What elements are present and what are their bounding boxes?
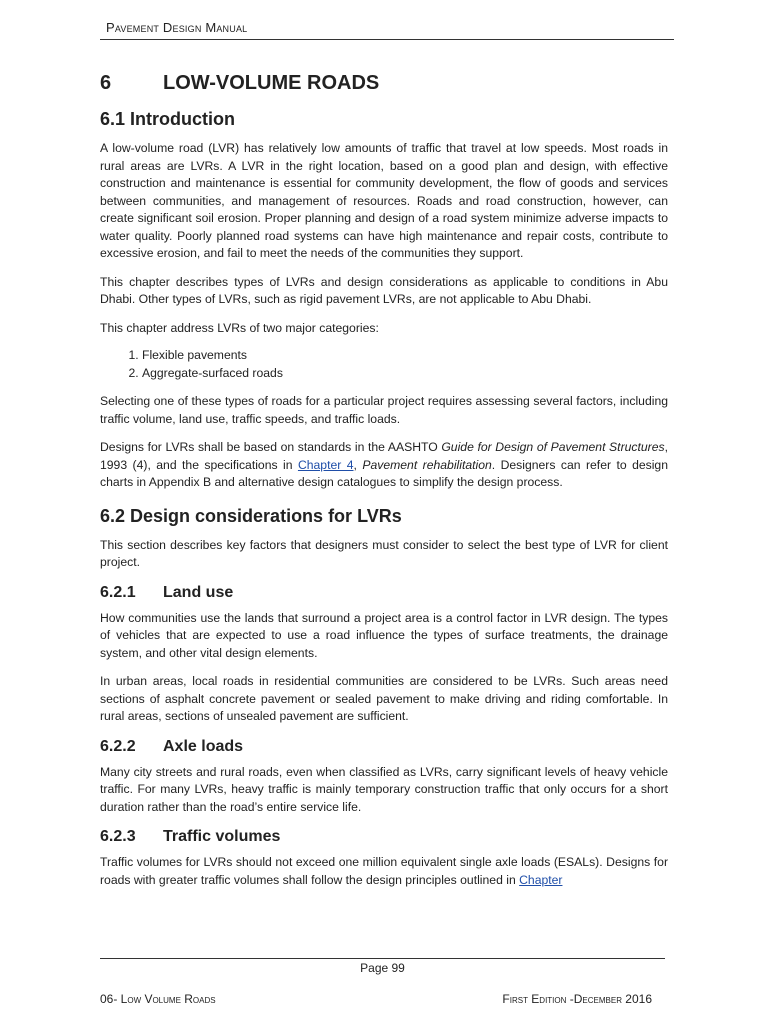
- subsection-title: Axle loads: [163, 737, 244, 755]
- page-number: Page 99: [360, 961, 405, 975]
- list-item: 2. Aggregate-surfaced roads: [142, 364, 668, 382]
- paragraph: A low-volume road (LVR) has relatively low amounts of traffic that travel at low speeds. Most roads in rural areas are LVRs. A LVR in the right location, based on a good plan and design, with effective construction and maintenance is essential for community development, the flow of goods and services between communities, and management of resources. Roads and road construction, however, can create significant soil erosion. Proper planning and design of a road system minimize adverse impacts to water quality. Poorly planned road systems can have high maintenance and repair costs, contribute to excessive erosion, and fail to meet the needs of the communities they support.: [100, 141, 668, 260]
- italic-title: Pavement rehabilitation: [362, 457, 492, 472]
- subsection-heading-6-2-1: [100, 584, 668, 602]
- paragraph: In urban areas, local roads in residential communities are considered to be LVRs. Such areas need sections of asphalt concrete pavement or sealed pavement to make driving and riding comfortable. In rural areas, sections of unsealed pavement are sufficient.: [100, 674, 668, 723]
- chapter-number: 6: [100, 72, 112, 94]
- subsection-title: Land use: [163, 583, 234, 601]
- subsection-title: Traffic volumes: [163, 828, 281, 845]
- italic-title: Guide for Design of Pavement Structures: [441, 440, 665, 454]
- subsection-heading-6-2-2: [100, 738, 668, 756]
- subsection-heading-6-2-3: [100, 828, 668, 846]
- text-run: . Designers can refer to design charts in Appendix B and alternative design catalogues to simplify the design process.: [100, 457, 668, 489]
- section-heading-6-2: 6.2 Design considerations for LVRs: [100, 505, 402, 526]
- category-list: [100, 346, 668, 382]
- section-heading-6-1: 6.1 Introduction: [100, 109, 235, 129]
- list-item: 1. Flexible pavements: [142, 346, 668, 364]
- chapter-title-text: LOW-VOLUME ROADS: [163, 72, 380, 94]
- paragraph: [100, 439, 668, 492]
- page-content: [100, 72, 668, 900]
- text-run: Traffic volumes for LVRs should not exceed one million equivalent single axle loads (ESALs). Designs for roads with greater traffic volumes shall follow the design principles outlined in: [100, 855, 668, 887]
- chapter-4-link[interactable]: Chapter 4: [297, 457, 354, 472]
- paragraph: This chapter address LVRs of two major categories:: [100, 320, 379, 335]
- running-header: Pavement Design Manual: [100, 20, 674, 40]
- subsection-number: 6.2.2: [100, 737, 136, 755]
- chapter-link[interactable]: Chapter: [519, 872, 563, 887]
- text-run: , 1993 (4), and the specifications in: [100, 440, 668, 472]
- paragraph: This section describes key factors that designers must consider to select the best type of LVR for client project.: [100, 537, 668, 569]
- subsection-number: 6.2.3: [100, 828, 136, 845]
- footer-chapter: 06- Low Volume Roads: [100, 992, 216, 1006]
- paragraph: Selecting one of these types of roads for a particular project requires assessing several factors, including traffic volume, land use, traffic speeds, and traffic loads.: [100, 394, 668, 426]
- paragraph: How communities use the lands that surround a project area is a control factor in LVR design. The types of vehicles that are expected to use a road influence the types of surface treatments, the drainage system, and other vital design elements.: [100, 610, 668, 660]
- text-run: ,: [353, 457, 363, 472]
- paragraph: This chapter describes types of LVRs and design considerations as applicable to conditions in Abu Dhabi. Other types of LVRs, such as rigid pavement LVRs, are not applicable to Abu Dhabi.: [100, 274, 668, 306]
- text-run: Designs for LVRs shall be based on standards in the AASHTO: [100, 440, 442, 454]
- footer-divider: [100, 958, 665, 959]
- chapter-title: [100, 72, 668, 95]
- footer-edition: First Edition -December 2016: [502, 992, 652, 1006]
- subsection-number: 6.2.1: [100, 583, 136, 601]
- paragraph: Many city streets and rural roads, even when classified as LVRs, carry significant levels of heavy vehicle traffic. For many LVRs, heavy traffic is mainly temporary construction traffic that only occurs for a short duration rather than the road’s entire service life.: [100, 764, 668, 814]
- paragraph: [100, 854, 668, 889]
